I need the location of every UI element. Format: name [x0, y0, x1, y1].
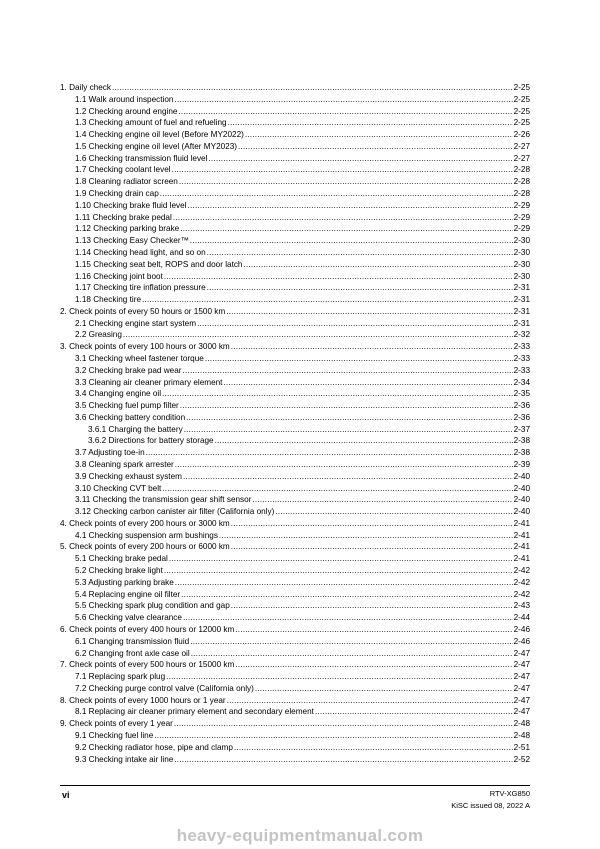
toc-entry[interactable]: [60, 106, 530, 118]
toc-leader-dots: [175, 459, 513, 471]
toc-leader-dots: [244, 259, 513, 271]
toc-leader-dots: [315, 706, 513, 718]
toc-entry-page: 2-31: [513, 318, 530, 328]
toc-entry-title: 9.3 Checking intake air line: [75, 754, 174, 764]
toc-entry[interactable]: [60, 459, 530, 471]
toc-entry-page: 2-47: [513, 707, 530, 717]
toc-entry-page: 2-51: [513, 742, 530, 752]
toc-entry[interactable]: [60, 671, 530, 683]
toc-entry-title: 1.5 Checking engine oil level (After MY2023): [75, 141, 238, 151]
toc-entry-page: 2-27: [513, 141, 530, 151]
toc-entry-page: 2-25: [513, 106, 530, 116]
toc-entry[interactable]: [60, 212, 530, 224]
toc-leader-dots: [234, 742, 513, 754]
toc-leader-dots: [183, 365, 513, 377]
toc-entry-page: 2-46: [513, 624, 530, 634]
toc-entry[interactable]: [60, 435, 530, 447]
toc-entry-page: 2-42: [513, 566, 530, 576]
toc-entry[interactable]: [60, 648, 530, 660]
toc-entry[interactable]: [60, 565, 530, 577]
toc-entry-title: 1.3 Checking amount of fuel and refueling: [75, 118, 227, 128]
toc-leader-dots: [112, 82, 513, 94]
toc-entry-title: 6. Check points of every 400 hours or 12000 km: [60, 624, 235, 634]
toc-entry-page: 2-36: [513, 412, 530, 422]
toc-entry-title: 3.11 Checking the transmission gear shift sensor: [75, 495, 252, 505]
toc-entry-title: 3.12 Checking carbon canister air filter (California only): [75, 507, 275, 517]
toc-entry[interactable]: [60, 365, 530, 377]
toc-entry-title: 3.6.1 Charging the battery: [88, 424, 183, 434]
toc-leader-dots: [174, 754, 512, 766]
toc-leader-dots: [207, 247, 513, 259]
toc-entry-title: 5.1 Checking brake pedal: [75, 554, 168, 564]
toc-leader-dots: [191, 648, 513, 660]
toc-entry-title: 1. Daily check: [60, 83, 111, 92]
toc-entry-title: 3.10 Checking CVT belt: [75, 483, 162, 493]
toc-leader-dots: [207, 282, 513, 294]
toc-entry-page: 2-40: [513, 495, 530, 505]
toc-entry-page: 2-47: [513, 672, 530, 682]
toc-entry-title: 7. Check points of every 500 hours or 15000 km: [60, 660, 235, 670]
toc-entry[interactable]: [60, 141, 530, 153]
toc-entry-title: 9.1 Checking fuel line: [75, 730, 154, 740]
toc-entry-title: 1.4 Checking engine oil level (Before MY2022): [75, 130, 244, 140]
toc-entry-page: 2-41: [513, 518, 530, 528]
toc-entry[interactable]: [60, 329, 530, 341]
toc-entry[interactable]: [60, 589, 530, 601]
toc-leader-dots: [190, 636, 512, 648]
toc-leader-dots: [169, 553, 513, 565]
toc-entry[interactable]: [60, 730, 530, 742]
toc-entry-page: 2-40: [513, 507, 530, 517]
toc-entry-page: 2-40: [513, 471, 530, 481]
toc-entry-title: 1.10 Checking brake fluid level: [75, 200, 187, 210]
toc-leader-dots: [164, 565, 513, 577]
toc-entry-title: 3.6 Checking battery condition: [75, 412, 186, 422]
toc-entry-title: 3.7 Adjusting toe-in: [75, 448, 145, 458]
toc-entry-title: 3.8 Cleaning spark arrester: [75, 460, 174, 469]
toc-entry-title: 2.2 Greasing: [75, 330, 122, 340]
toc-leader-dots: [174, 718, 513, 730]
toc-entry-page: 2-25: [513, 83, 530, 92]
toc-entry-title: 1.16 Checking joint boot: [75, 271, 163, 281]
toc-entry-page: 2-47: [513, 648, 530, 658]
toc-entry-page: 2-47: [513, 683, 530, 693]
toc-entry-title: 1.15 Checking seat belt, ROPS and door latch: [75, 259, 243, 269]
toc-entry[interactable]: [60, 612, 530, 624]
toc-entry[interactable]: [60, 117, 530, 129]
toc-entry[interactable]: [60, 164, 530, 176]
toc-leader-dots: [181, 589, 512, 601]
toc-entry[interactable]: [60, 82, 530, 94]
toc-entry-page: 2-47: [513, 695, 530, 705]
toc-entry-title: 8. Check points of every 1000 hours or 1 year: [60, 695, 226, 705]
toc-leader-dots: [175, 577, 513, 589]
toc-entry-page: 2-48: [513, 719, 530, 729]
toc-leader-dots: [184, 424, 513, 436]
toc-leader-dots: [162, 388, 513, 400]
toc-leader-dots: [190, 235, 513, 247]
toc-entry-page: 2-30: [513, 236, 530, 246]
toc-entry-page: 2-44: [513, 613, 530, 623]
toc-entry[interactable]: [60, 153, 530, 165]
toc-entry[interactable]: [60, 306, 530, 318]
toc-entry[interactable]: [60, 718, 530, 730]
toc-leader-dots: [208, 153, 512, 165]
toc-entry-page: 2-37: [513, 424, 530, 434]
toc-entry-title: 2.1 Checking engine start system: [75, 318, 197, 328]
watermark-text: heavy-equipmentmanual.com: [176, 826, 424, 845]
toc-leader-dots: [172, 164, 513, 176]
toc-entry[interactable]: [60, 659, 530, 671]
toc-leader-dots: [183, 471, 513, 483]
toc-entry-page: 2-31: [513, 306, 530, 316]
toc-leader-dots: [173, 212, 513, 224]
toc-entry-title: 1.17 Checking tire inflation pressure: [75, 283, 206, 293]
toc-entry-title: 3.3 Cleaning air cleaner primary element: [75, 377, 223, 387]
toc-entry-page: 2-30: [513, 259, 530, 269]
toc-entry[interactable]: [60, 518, 530, 530]
toc-leader-dots: [142, 294, 513, 306]
toc-entry[interactable]: [60, 471, 530, 483]
toc-entry-page: 2-48: [513, 730, 530, 740]
toc-entry[interactable]: [60, 553, 530, 565]
toc-entry-page: 2-42: [513, 577, 530, 587]
toc-entry-page: 2-32: [513, 330, 530, 340]
toc-entry-title: 1.7 Checking coolant level: [75, 165, 171, 175]
toc-leader-dots: [166, 671, 512, 683]
toc-entry[interactable]: [60, 624, 530, 636]
toc-entry-title: 1.2 Checking around engine: [75, 106, 178, 116]
toc-entry-title: 1.9 Checking drain cap: [75, 189, 159, 199]
toc-leader-dots: [231, 341, 513, 353]
toc-entry[interactable]: [60, 176, 530, 188]
toc-entry-page: 2-47: [513, 660, 530, 670]
toc-entry-page: 2-41: [513, 554, 530, 564]
toc-entry-title: 3.2 Checking brake pad wear: [75, 365, 182, 375]
toc-entry[interactable]: [60, 600, 530, 612]
toc-entry[interactable]: [60, 318, 530, 330]
toc-entry-page: 2-40: [513, 483, 530, 493]
toc-entry[interactable]: [60, 530, 530, 542]
toc-entry[interactable]: [60, 377, 530, 389]
toc-entry-title: 6.1 Changing transmission fluid: [75, 636, 190, 646]
toc-entry-page: 2-31: [513, 295, 530, 305]
toc-leader-dots: [255, 683, 513, 695]
toc-entry-title: 4.1 Checking suspension arm bushings: [75, 530, 218, 540]
toc-entry-title: 3.1 Checking wheel fastener torque: [75, 353, 204, 363]
toc-entry-page: 2-52: [513, 754, 530, 764]
toc-entry-title: 9.2 Checking radiator hose, pipe and clamp: [75, 742, 233, 752]
toc-entry[interactable]: [60, 282, 530, 294]
toc-entry[interactable]: [60, 742, 530, 754]
toc-entry-title: 5.6 Checking valve clearance: [75, 613, 182, 623]
toc-leader-dots: [179, 176, 513, 188]
toc-entry[interactable]: [60, 388, 530, 400]
toc-entry-title: 3.4 Changing engine oil: [75, 389, 162, 399]
toc-entry[interactable]: [60, 541, 530, 553]
toc-entry[interactable]: [60, 483, 530, 495]
toc-leader-dots: [227, 695, 513, 707]
toc-entry-page: 2-35: [513, 389, 530, 399]
toc-entry-page: 2-39: [513, 460, 530, 469]
toc-entry[interactable]: [60, 129, 530, 141]
footer-page-number: vi: [62, 790, 70, 800]
toc-leader-dots: [231, 518, 513, 530]
toc-entry-title: 1.12 Checking parking brake: [75, 224, 180, 234]
toc-entry-page: 2-25: [513, 94, 530, 104]
toc-entry-page: 2-41: [513, 542, 530, 552]
toc-leader-dots: [123, 329, 513, 341]
toc-leader-dots: [228, 117, 513, 129]
toc-entry-title: 7.2 Checking purge control valve (California only): [75, 683, 254, 693]
toc-entry-page: 2-28: [513, 177, 530, 187]
toc-entry[interactable]: [60, 259, 530, 271]
toc-leader-dots: [164, 271, 513, 283]
toc-leader-dots: [160, 188, 513, 200]
toc-leader-dots: [231, 600, 513, 612]
toc-entry[interactable]: [60, 188, 530, 200]
toc-entry[interactable]: [60, 494, 530, 506]
toc-entry-page: 2-36: [513, 401, 530, 411]
toc-leader-dots: [146, 447, 513, 459]
toc-entry-page: 2-28: [513, 165, 530, 175]
toc-entry[interactable]: [60, 754, 530, 766]
toc-entry-page: 2-31: [513, 283, 530, 293]
toc-entry-title: 9. Check points of every 1 year: [60, 719, 173, 729]
toc-leader-dots: [188, 200, 513, 212]
toc-entry-page: 2-46: [513, 636, 530, 646]
toc-entry-page: 2-33: [513, 342, 530, 352]
toc-leader-dots: [180, 400, 513, 412]
toc-entry-page: 2-28: [513, 189, 530, 199]
footer-issue-date: KiSC issued 08, 2022 A: [451, 801, 530, 810]
toc-entry[interactable]: [60, 400, 530, 412]
toc-leader-dots: [215, 435, 513, 447]
toc-entry-title: 1.11 Checking brake pedal: [75, 212, 172, 222]
toc-entry-page: 2-38: [513, 448, 530, 458]
toc-entry-page: 2-29: [513, 212, 530, 222]
toc-entry-page: 2-43: [513, 601, 530, 611]
toc-leader-dots: [162, 483, 512, 495]
toc-leader-dots: [197, 318, 513, 330]
toc-entry-title: 1.6 Checking transmission fluid level: [75, 153, 208, 163]
toc-entry[interactable]: [60, 636, 530, 648]
toc-leader-dots: [226, 306, 512, 318]
toc-entry-title: 3.6.2 Directions for battery storage: [88, 436, 214, 446]
toc-entry[interactable]: [60, 235, 530, 247]
toc-leader-dots: [180, 223, 512, 235]
toc-leader-dots: [186, 412, 512, 424]
toc-entry-page: 2-27: [513, 153, 530, 163]
toc-entry-title: 1.8 Cleaning radiator screen: [75, 177, 178, 187]
toc-entry-title: 5. Check points of every 200 hours or 6000 km: [60, 542, 230, 552]
toc-leader-dots: [219, 530, 513, 542]
toc-leader-dots: [205, 353, 513, 365]
toc-entry-title: 2. Check points of every 50 hours or 1500 km: [60, 306, 226, 316]
toc-entry-page: 2-29: [513, 224, 530, 234]
toc-entry[interactable]: [60, 247, 530, 259]
toc-leader-dots: [231, 541, 513, 553]
toc-leader-dots: [178, 106, 512, 118]
footer-model-number: RTV-XG850: [489, 789, 530, 798]
toc-entry-page: 2-34: [513, 377, 530, 387]
toc-entry[interactable]: [60, 412, 530, 424]
toc-entry-page: 2-33: [513, 353, 530, 363]
toc-entry[interactable]: [60, 223, 530, 235]
toc-entry-title: 3.9 Checking exhaust system: [75, 471, 182, 481]
toc-leader-dots: [275, 506, 512, 518]
toc-entry[interactable]: [60, 695, 530, 707]
toc-entry[interactable]: [60, 271, 530, 283]
toc-entry-page: 2-30: [513, 247, 530, 257]
toc-leader-dots: [174, 94, 512, 106]
toc-leader-dots: [183, 612, 513, 624]
toc-entry[interactable]: [60, 683, 530, 695]
toc-entry-title: 5.5 Checking spark plug condition and gap: [75, 601, 230, 611]
toc-entry-page: 2-30: [513, 271, 530, 281]
toc-entry-page: 2-26: [513, 130, 530, 140]
toc-entry[interactable]: [60, 94, 530, 106]
toc-entry-page: 2-41: [513, 530, 530, 540]
toc-leader-dots: [252, 494, 512, 506]
toc-entry-title: 1.18 Checking tire: [75, 295, 141, 305]
toc-entry[interactable]: [60, 294, 530, 306]
toc-entry-title: 5.3 Adjusting parking brake: [75, 577, 174, 587]
toc-entry[interactable]: [60, 577, 530, 589]
table-of-contents: [60, 82, 530, 765]
toc-entry-page: 2-25: [513, 118, 530, 128]
toc-entry[interactable]: [60, 353, 530, 365]
toc-leader-dots: [238, 141, 513, 153]
toc-entry-title: 7.1 Replacing spark plug: [75, 672, 166, 682]
toc-entry[interactable]: [60, 341, 530, 353]
toc-entry-title: 1.1 Walk around inspection: [75, 94, 174, 104]
toc-entry[interactable]: [60, 706, 530, 718]
toc-leader-dots: [154, 730, 512, 742]
toc-leader-dots: [245, 129, 513, 141]
toc-entry[interactable]: [60, 447, 530, 459]
toc-entry[interactable]: [60, 424, 530, 436]
toc-leader-dots: [235, 659, 512, 671]
toc-entry-page: 2-29: [513, 200, 530, 210]
toc-entry-page: 2-42: [513, 589, 530, 599]
toc-entry-page: 2-38: [513, 436, 530, 446]
toc-entry-title: 1.13 Checking Easy Checker™: [75, 236, 189, 246]
toc-entry[interactable]: [60, 200, 530, 212]
toc-leader-dots: [223, 377, 512, 389]
toc-entry-title: 1.14 Checking head light, and so on: [75, 247, 206, 257]
toc-entry-title: 5.2 Checking brake light: [75, 566, 163, 576]
toc-entry-page: 2-33: [513, 365, 530, 375]
toc-entry-title: 4. Check points of every 200 hours or 3000 km: [60, 518, 230, 528]
toc-leader-dots: [235, 624, 512, 636]
footer-divider: [60, 785, 530, 786]
toc-entry-title: 5.4 Replacing engine oil filter: [75, 589, 181, 599]
toc-entry-title: 8.1 Replacing air cleaner primary element and secondary element: [75, 707, 314, 717]
toc-entry[interactable]: [60, 506, 530, 518]
toc-entry-title: 6.2 Changing front axle case oil: [75, 648, 190, 658]
toc-entry-title: 3.5 Checking fuel pump filter: [75, 401, 179, 411]
toc-entry-title: 3. Check points of every 100 hours or 3000 km: [60, 342, 230, 352]
